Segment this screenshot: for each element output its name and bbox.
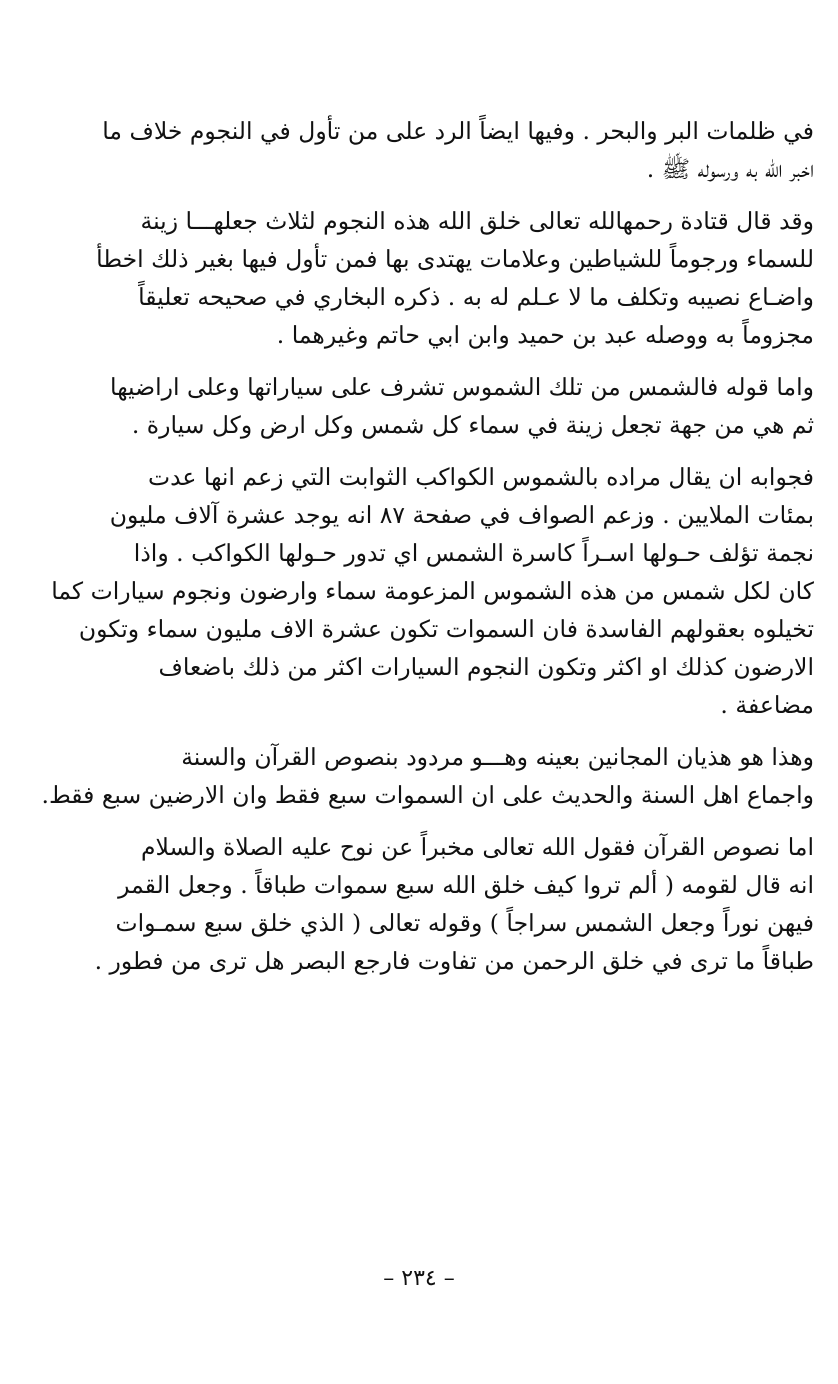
- text-line: بمئات الملايين . وزعم الصواف في صفحة ٨٧ انه يوجد عشرة آلاف مليون: [109, 501, 814, 529]
- body-text: [24, 112, 814, 994]
- text-line: وهذا هو هذيان المجانين بعينه وهـــو مردود بنصوص القرآن والسنة: [181, 743, 814, 771]
- text-line: كان لكل شمس من هذه الشموس المزعومة سماء وارضون ونجوم سيارات كما: [51, 577, 814, 605]
- text-line: فيهن نوراً وجعل الشمس سراجاً ) وقوله تعالى ( الذي خلق سبع سمـوات: [115, 909, 814, 937]
- text-line: واضـاع نصيبه وتكلف ما لا عـلم له به . ذكره البخاري في صحيحه تعليقاً: [138, 283, 814, 311]
- text-line: انه قال لقومه ( ألم تروا كيف خلق الله سبع سموات طباقاً . وجعل القمر: [118, 871, 814, 899]
- text-line: اما نصوص القرآن فقول الله تعالى مخبراً عن نوح عليه الصلاة والسلام: [140, 833, 814, 861]
- text-line: واما قوله فالشمس من تلك الشموس تشرف على سياراتها وعلى اراضيها: [110, 373, 814, 401]
- paragraph: [24, 202, 814, 354]
- paragraph: [24, 368, 814, 444]
- text-line: للسماء ورجوماً للشياطين وعلامات يهتدى بها فمن تأول فيها بغير ذلك اخطأ: [96, 245, 814, 273]
- page-number: – ٢٣٤ –: [383, 1266, 455, 1291]
- text-line: اخبر الله به ورسوله ﷺ .: [646, 155, 814, 183]
- text-line: ثم هي من جهة تجعل زينة في سماء كل شمس وكل ارض وكل سيارة .: [131, 411, 814, 439]
- text-line: فجوابه ان يقال مراده بالشموس الكواكب الثوابت التي زعم انها عدت: [147, 463, 814, 491]
- text-line: الارضون كذلك او اكثر وتكون النجوم السيارات اكثر من ذلك باضعاف: [158, 653, 814, 681]
- text-line: تخيلوه بعقولهم الفاسدة فان السموات تكون عشرة الاف مليون سماء وتكون: [78, 615, 814, 643]
- text-line: مضاعفة .: [720, 691, 814, 719]
- text-line: مجزوماً به ووصله عبد بن حميد وابن ابي حاتم وغيرهما .: [276, 321, 814, 349]
- paragraph: [24, 828, 814, 980]
- paragraph: [24, 112, 814, 188]
- text-line: في ظلمات البر والبحر . وفيها ايضاً الرد على من تأول في النجوم خلاف ما: [102, 117, 814, 145]
- paragraph: [24, 458, 814, 724]
- paragraph: [24, 738, 814, 814]
- text-line: وقد قال قتادة رحمهالله تعالى خلق الله هذه النجوم لثلاث جعلهـــا زينة: [140, 207, 814, 235]
- text-line: نجمة تؤلف حـولها اسـراً كاسرة الشمس اي تدور حـولها الكواكب . واذا: [133, 539, 814, 567]
- text-line: طباقاً ما ترى في خلق الرحمن من تفاوت فارجع البصر هل ترى من فطور .: [94, 947, 814, 975]
- text-line: واجماع اهل السنة والحديث على ان السموات سبع فقط وان الارضين سبع فقط.: [41, 781, 814, 809]
